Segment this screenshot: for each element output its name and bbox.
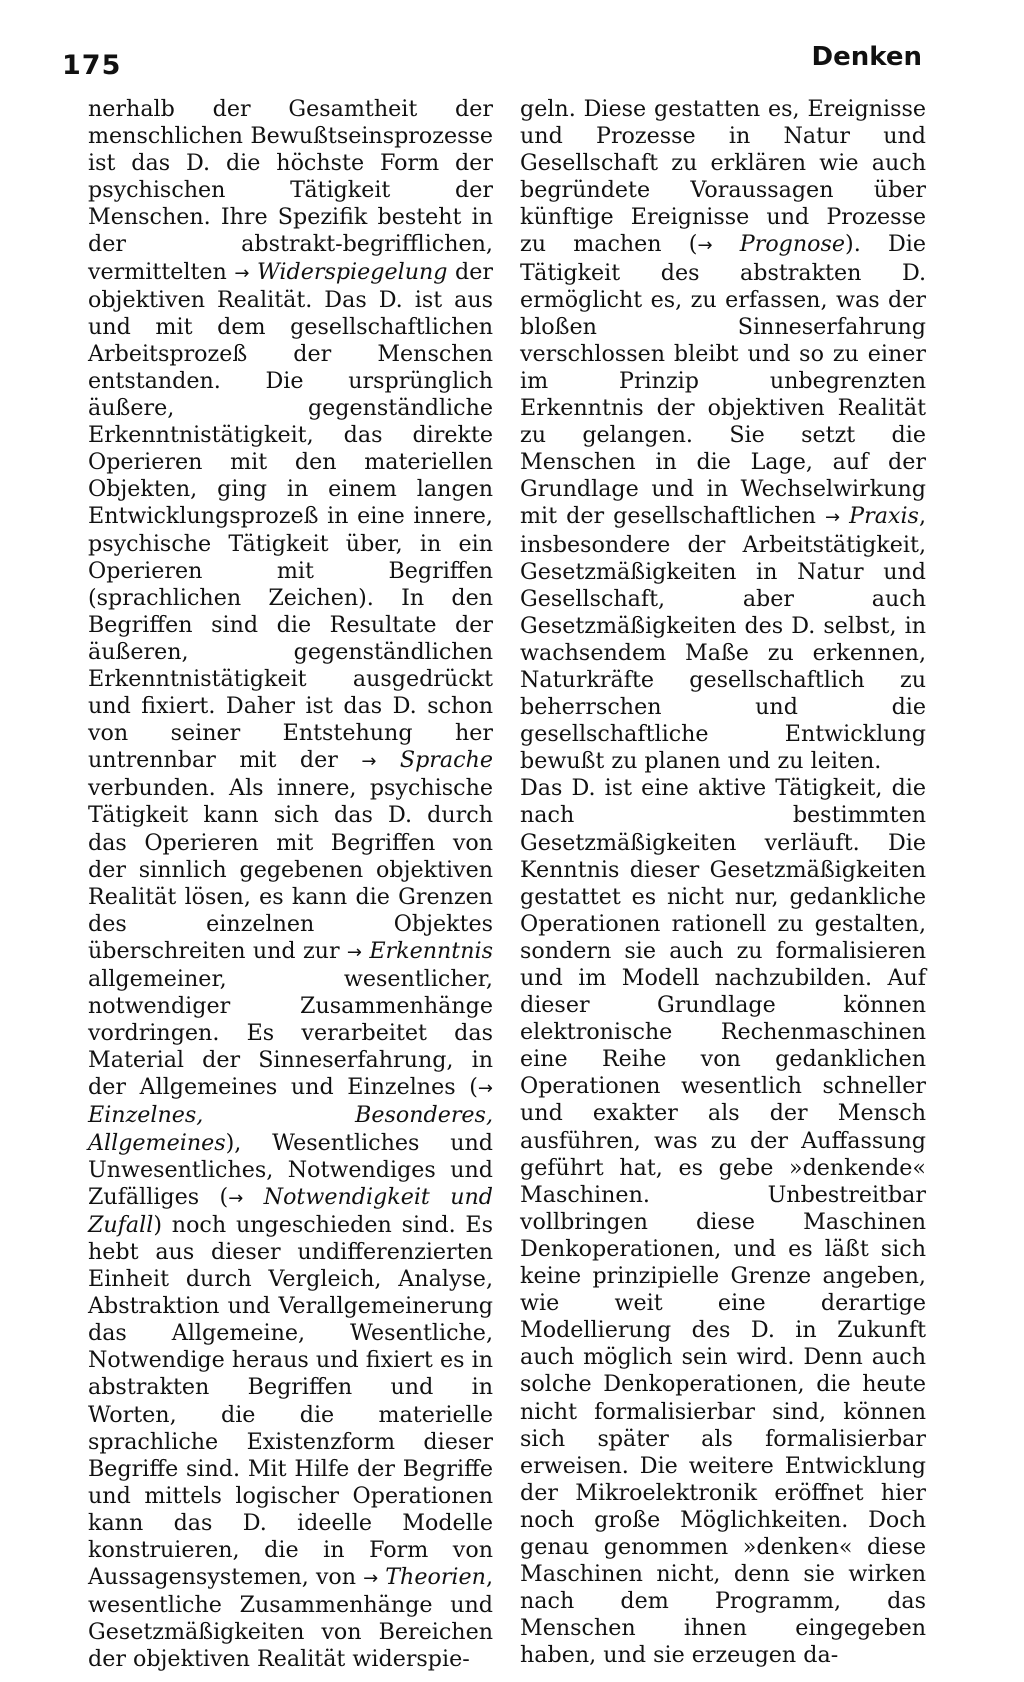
cross-reference-sprache[interactable]: Sprache xyxy=(399,747,493,774)
cross-reference-erkenntnis[interactable]: Erkenntnis xyxy=(369,937,493,964)
running-head: Denken xyxy=(811,42,922,72)
right-column xyxy=(520,96,926,1669)
text-segment: verbunden. Als innere, psychische Tätigkeit kann sich das D. durch das Operieren mit Begriffen von der sinnlich gegebenen objektiven Realität lösen, es kann die Grenzen des einzelnen Objektes überschreiten und zur xyxy=(88,775,493,964)
right-paragraph-2: Das D. ist eine aktive Tätigkeit, die nach bestimmten Gesetzmäßigkeiten verläuft. Die Kenntnis dieser Gesetzmäßigkeiten gestattet es nicht nur, gedankliche Operationen rationell zu gestalten, sondern sie auch zu formalisieren und im Modell nachzubilden. Auf dieser Grundlage können elektronische Rechenmaschinen eine Reihe von gedanklichen Operationen wesentlich schneller und exakter als der Mensch ausführen, was zu der Auffassung geführt hat, es gebe »denkende« Maschinen. Unbestreitbar vollbringen diese Maschinen Denkoperationen, und es läßt sich keine prinzipielle Grenze angeben, wie weit eine derartige Modellierung des D. in Zukunft auch möglich sein wird. Denn auch solche Denkoperationen, die heute nicht formalisierbar sind, können sich später als formalisierbar erweisen. Die weitere Entwicklung der Mikroelektronik eröffnet hier noch große Möglichkeiten. Doch genau genommen »denken« diese Maschinen nicht, denn sie wirken nach dem Programm, das Menschen ihnen eingegeben haben, und sie erzeugen da- xyxy=(520,775,926,1669)
left-column xyxy=(88,96,493,1673)
cross-reference-notwendigkeit-und-zufall[interactable]: Notwendigkeit und Zufall xyxy=(88,1183,493,1238)
page-number: 175 xyxy=(62,50,122,81)
text-segment: nerhalb der Gesamtheit der menschlichen Bewußtseinsprozesse ist das D. die höchste Form der psychischen Tätigkeit der Menschen. Ihre Spezifik besteht in der abstrakt-begrifflichen, vermittelten xyxy=(88,96,493,285)
cross-reference-praxis[interactable]: Praxis xyxy=(849,503,919,530)
cross-reference-arrow-icon: → xyxy=(361,751,377,773)
text-segment: , insbesondere der Arbeitstätigkeit, Gesetzmäßigkeiten in Natur und Gesellschaft, aber auch Gesetzmäßigkeiten des D. selbst, in wachsendem Maße zu erkennen, Naturkräfte gesellschaftlich zu beherrschen und die gesellschaftliche Entwicklung bewußt zu planen und zu leiten. xyxy=(520,503,926,775)
text-segment: geln. Diese gestatten es, Ereignisse und Prozesse in Natur und Gesellschaft zu erklären wie auch begründete Voraussagen über künftige Ereignisse und Prozesse zu machen ( xyxy=(520,96,926,258)
text-segment: ) noch ungeschieden sind. Es hebt aus dieser undifferenzierten Einheit durch Vergleich, Analyse, Abstraktion und Verallgemeinerung das Allgemeine, Wesentliche, Notwendige heraus und fixiert es in abstrakten Begriffen und in Worten, die die materielle sprachliche Existenzform dieser Begriffe sind. Mit Hilfe der Begriffe und mittels logischer Operationen kann das D. ideelle Modelle konstruieren, die in Form von Aussagensystemen, von xyxy=(88,1211,493,1591)
cross-reference-arrow-icon: → xyxy=(234,262,250,284)
cross-reference-arrow-icon: → xyxy=(477,1078,493,1100)
cross-reference-arrow-icon: → xyxy=(363,1568,379,1590)
cross-reference-theorien[interactable]: Theorien xyxy=(385,1564,486,1591)
text-segment: , wesentliche Zusammenhänge und Gesetzmäßigkeiten von Bereichen der objektiven Realität widerspie- xyxy=(88,1564,494,1673)
cross-reference-arrow-icon: → xyxy=(228,1187,244,1209)
cross-reference-arrow-icon: → xyxy=(346,941,362,963)
right-paragraph-1 xyxy=(520,96,926,775)
text-segment: ). Die Tätigkeit des abstrakten D. ermöglicht es, zu erfassen, was der bloßen Sinneserfahrung verschlossen bleibt und so zu einer im Prinzip unbegrenzten Erkenntnis der objektiven Realität zu gelangen. Sie setzt die Menschen in die Lage, auf der Grundlage und in Wechselwirkung mit der gesellschaftlichen xyxy=(520,231,926,530)
cross-reference-widerspiegelung[interactable]: Widerspiegelung xyxy=(257,258,448,285)
text-segment: allgemeiner, wesentlicher, notwendiger Zusammenhänge vordringen. Es verarbeitet das Material der Sinneserfahrung, in der Allgemeines und Einzelnes ( xyxy=(88,966,493,1101)
cross-reference-prognose[interactable]: Prognose xyxy=(739,231,846,258)
text-segment: der objektiven Realität. Das D. ist aus und mit dem gesellschaftlichen Arbeitsprozeß der Menschen entstanden. Die ursprünglich äußere, gegenständliche Erkenntnistätigkeit, das direkte Operieren mit den materiellen Objekten, ging in einem langen Entwicklungsprozeß in eine innere, psychische Tätigkeit über, in ein Operieren mit Begriffen (sprachlichen Zeichen). In den Begriffen sind die Resultate der äußeren, gegenständlichen Erkenntnistätigkeit ausgedrückt und fixiert. Daher ist das D. schon von seiner Entstehung her untrennbar mit der xyxy=(88,258,493,774)
cross-reference-arrow-icon: → xyxy=(697,235,713,257)
cross-reference-einzelnes-besonderes-allgemeines[interactable]: Einzelnes, Besonderes, Allgemeines xyxy=(88,1102,493,1156)
cross-reference-arrow-icon: → xyxy=(825,507,841,529)
left-paragraph-1 xyxy=(88,96,493,1673)
text-segment: ), Wesentliches und Unwesentliches, Notwendiges und Zufälliges ( xyxy=(88,1129,493,1210)
